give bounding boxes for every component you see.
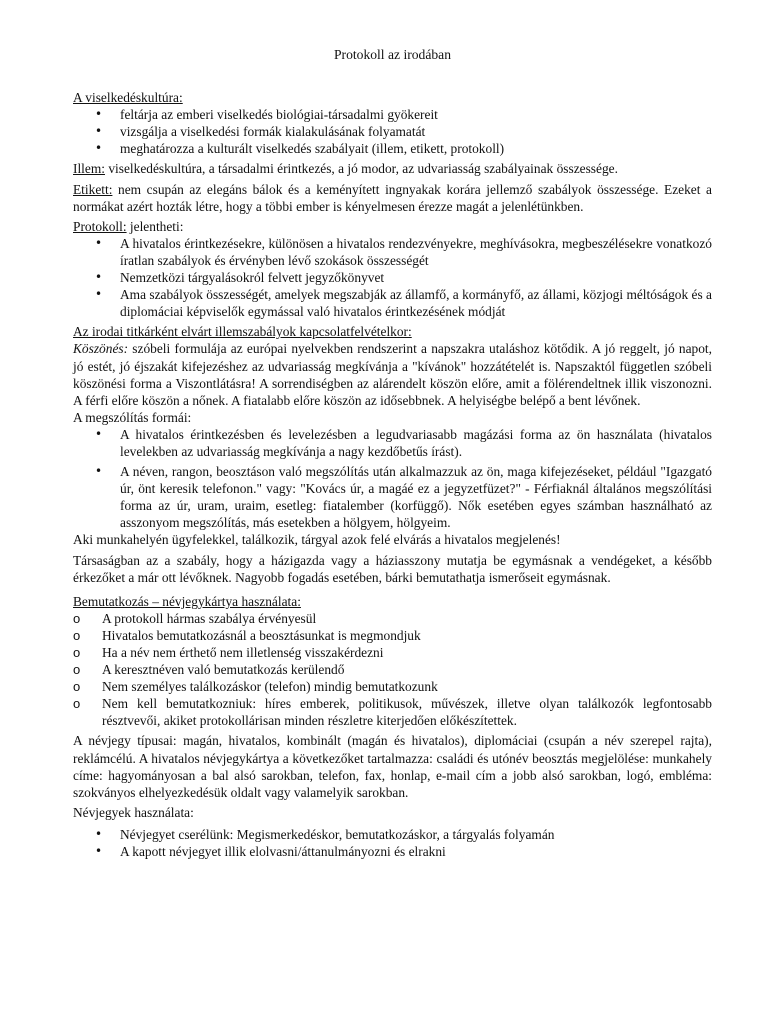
illem-paragraph — [73, 160, 712, 177]
etikett-term: Etikett: — [73, 181, 113, 197]
list-item: • A kapott névjegyet illik elolvasni/áttanulmányozni és elrakni — [73, 843, 712, 860]
list-item: o Hivatalos bemutatkozásnál a beosztásunkat is megmondjuk — [73, 627, 712, 644]
list-item: • vizsgálja a viselkedési formák kialakulásának folyamatát — [73, 123, 712, 140]
megszolitas-list — [73, 426, 712, 532]
list-item: • A hivatalos érintkezésekre, különösen a hivatalos rendezvényekre, meghívásokra, megbeszélésekre vonatkozó íratlan szabályok és érvényben lévő szokások összességét — [73, 235, 712, 269]
bemutatkozas-heading: Bemutatkozás – névjegykártya használata: — [73, 593, 301, 609]
list-item: • Ama szabályok összességét, amelyek megszabják az államfő, a kormányfő, az állami, közjogi méltóságok és a diplomáciai képviselők egymással való hivatalos érintkezésének módját — [73, 286, 712, 320]
koszones-text: szóbeli formulája az európai nyelvekben rendszerint a napszakra utaláshoz kötődik. A jó reggelt, jó napot, jó estét, jó éjszakát kifejezéshez az udvariasság megkívánja a "kívánok" hozzátételét is. Napszaktól független szóbeli köszönési forma a Viszontlátásra! A sorrendiségben az alárendelt köszön előre, amit a fölérendeltnek illik viszonozni. A férfi előre köszön a nőnek. A fiatalabb előre köszön az idősebbnek. A helyiségbe belépő a bent lévőnek. — [73, 341, 712, 408]
protokoll-paragraph — [73, 218, 712, 235]
koszones-paragraph — [73, 340, 712, 408]
list-item: • meghatározza a kulturált viselkedés szabályait (illem, etikett, protokoll) — [73, 140, 712, 157]
titkar-heading: Az irodai titkárként elvárt illemszabályok kapcsolatfelvételkor: — [73, 324, 412, 340]
bemutatkozas-list — [73, 610, 712, 730]
list-item: o A keresztnéven való bemutatkozás kerülendő — [73, 661, 712, 678]
list-item: o Ha a név nem érthető nem illetlenség visszakérdezni — [73, 644, 712, 661]
document-title: Protokoll az irodában — [333, 47, 452, 62]
etikett-text: nem csupán az elegáns bálok és a keményített ingnyakak korára jellemző szabályok összessége. Ezeket a normákat azért hozták létre, hogy a többi ember is kényelmesen érezze magát a jelenlétünkben. — [73, 181, 712, 214]
megszolitas-heading: A megszólítás formái: — [73, 409, 192, 425]
list-item: • A hivatalos érintkezésben és levelezésben a legudvariasabb magázási forma az ön használata (hivatalos levelekben az udvariasság megkívánja a nagy kezdőbetűs írást). — [73, 426, 712, 460]
tarsasag-paragraph: Társaságban az a szabály, hogy a házigazda vagy a háziasszony mutatja be egymásnak a vendégeket, a később érkezőket a már ott lévőknek. Nagyobb fogadás esetében, bárki bemutathatja ismerőseit egymásnak. — [73, 552, 712, 585]
etikett-paragraph — [73, 181, 712, 215]
nevjegy-paragraph: A névjegy típusai: magán, hivatalos, kombinált (magán és hivatalos), diplomáciai (csupán a név szerepel rajta), reklámcélú. A hivatalos névjegykártya a következőket tartalmazza: családi és utónév beosztás megjelölése: munkahely címe: hagyományosan a bal alsó sarokban, telefon, fax, honlap, e-mail cím a jobb alsó sarokban, logó, embléma: szokványos elhelyezkedésük oldalt vagy valamelyik sarokban. — [73, 733, 712, 800]
koszones-term: Köszönés: — [73, 341, 129, 357]
list-item: o A protokoll hármas szabálya érvényesül — [73, 610, 712, 627]
viselkedes-list — [73, 106, 712, 157]
megjelenes-paragraph: Aki munkahelyén ügyfelekkel, találkozik, tárgyal azok felé elvárás a hivatalos megjelenés! — [73, 532, 561, 548]
list-item: • Névjegyet cserélünk: Megismerkedéskor, bemutatkozáskor, a tárgyalás folyamán — [73, 826, 712, 843]
list-item: o Nem kell bemutatkozniuk: híres emberek, politikusok, művészek, illetve olyan találkozók legfontosabb résztvevői, akiket protokollárisan minden részletre kiterjedően előkészítettek. — [73, 695, 712, 729]
protokoll-text: jelentheti: — [126, 218, 184, 234]
protokoll-list — [73, 235, 712, 320]
nevjegy-hasznalat-heading: Névjegyek használata: — [73, 804, 194, 820]
list-item: o Nem személyes találkozáskor (telefon) mindig bemutatkozunk — [73, 678, 712, 695]
list-item: • feltárja az emberi viselkedés biológiai-társadalmi gyökereit — [73, 106, 712, 123]
protokoll-term: Protokoll: — [73, 218, 127, 234]
viselkedes-heading: A viselkedéskultúra: — [73, 90, 183, 106]
list-item: • A néven, rangon, beosztáson való megszólítás után alkalmazzuk az ön, maga kifejezéseket, például "Igazgató úr, önt keresik telefonon." vagy: "Kovács úr, a magáé ez a jegyzetfüzet?" - Férfiaknál általános megszólítási forma az úr, uram, uraim, esetleg: fiatalember (korfüggő). Nők esetében egyes számban használható az asszonyom megszólítás, más esetekben a hölgyem, hölgyeim. — [73, 463, 712, 531]
illem-term: Illem: — [73, 161, 105, 177]
list-item: • Nemzetközi tárgyalásokról felvett jegyzőkönyvet — [73, 269, 712, 286]
nevjegy-hasznalat-list — [73, 826, 712, 860]
illem-text: viselkedéskultúra, a társadalmi érintkezés, a jó modor, az udvariasság szabályainak összessége. — [104, 161, 618, 177]
